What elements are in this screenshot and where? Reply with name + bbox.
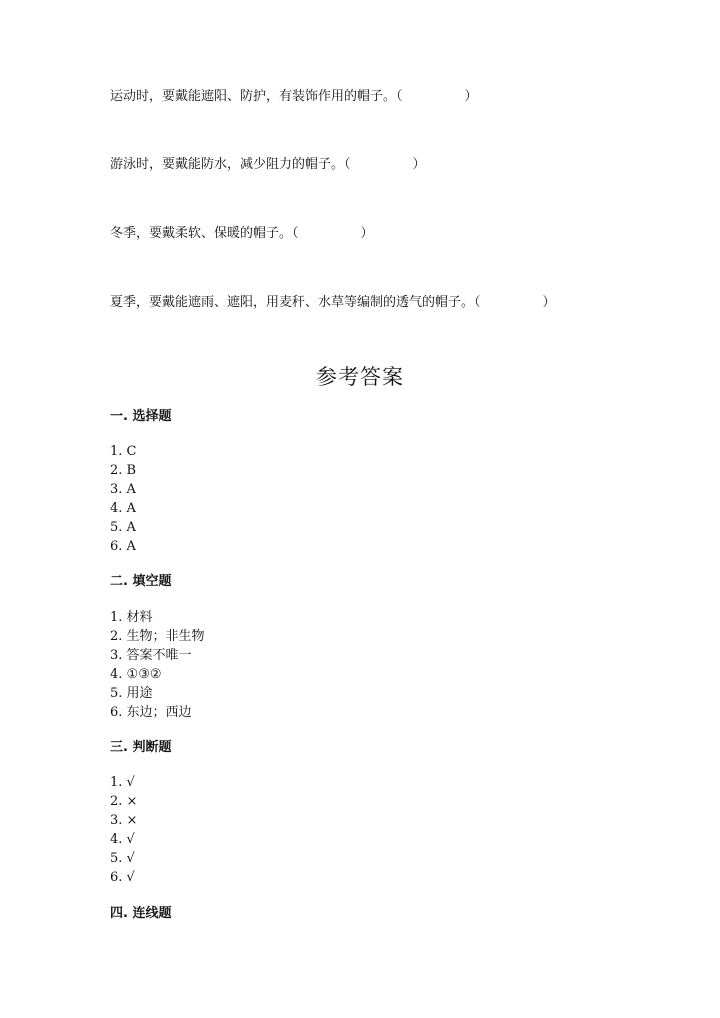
answer-item: 3. A	[110, 482, 136, 497]
section-heading-matching: 四. 连线题	[110, 906, 172, 921]
answer-item: 4. ①③②	[110, 667, 162, 682]
answer-item: 4. √	[110, 832, 135, 847]
true-false-answers-list	[110, 773, 137, 887]
answer-item: 6. A	[110, 539, 136, 554]
answer-item: 1. 材料	[110, 610, 153, 625]
question-1	[110, 89, 478, 105]
answer-item: 5. 用途	[110, 686, 153, 701]
answer-item: 2. 生物；非生物	[110, 629, 205, 644]
question-3	[110, 226, 374, 242]
question-2-text: 游泳时，要戴能防水，减少阻力的帽子。	[110, 157, 345, 172]
question-2-open-paren: （	[344, 157, 351, 172]
choice-answers-list	[110, 442, 136, 556]
question-3-open-paren: （	[292, 226, 299, 241]
question-4-open-paren: （	[474, 295, 481, 310]
answer-item: 2. B	[110, 463, 137, 478]
section-heading-true-false: 三. 判断题	[110, 740, 172, 755]
question-3-close-paren: ）	[360, 226, 374, 241]
question-1-close-paren: ）	[464, 89, 478, 104]
fill-blank-answers-list	[110, 608, 205, 722]
answer-item: 6. 东边；西边	[110, 705, 192, 720]
question-1-open-paren: （	[396, 89, 403, 104]
answer-item: 1. √	[110, 775, 135, 790]
question-4	[110, 295, 556, 311]
question-2-close-paren: ）	[412, 157, 426, 172]
section-heading-choice: 一. 选择题	[110, 409, 172, 424]
answer-item: 5. A	[110, 520, 136, 535]
question-3-text: 冬季，要戴柔软、保暖的帽子。	[110, 226, 293, 241]
question-2	[110, 157, 426, 173]
answer-item: 3. ×	[110, 813, 138, 828]
answer-item: 6. √	[110, 870, 135, 885]
question-1-text: 运动时，要戴能遮阳、防护，有装饰作用的帽子。	[110, 89, 397, 104]
answer-key-title: 参考答案	[316, 365, 404, 389]
section-heading-fill-blank: 二. 填空题	[110, 574, 172, 589]
answer-item: 3. 答案不唯一	[110, 648, 192, 663]
question-4-close-paren: ）	[542, 295, 556, 310]
question-4-text: 夏季，要戴能遮雨、遮阳，用麦秆、水草等编制的透气的帽子。	[110, 295, 475, 310]
answer-item: 1. C	[110, 444, 137, 459]
answer-item: 2. ×	[110, 794, 138, 809]
answer-item: 5. √	[110, 851, 135, 866]
answer-item: 4. A	[110, 501, 136, 516]
